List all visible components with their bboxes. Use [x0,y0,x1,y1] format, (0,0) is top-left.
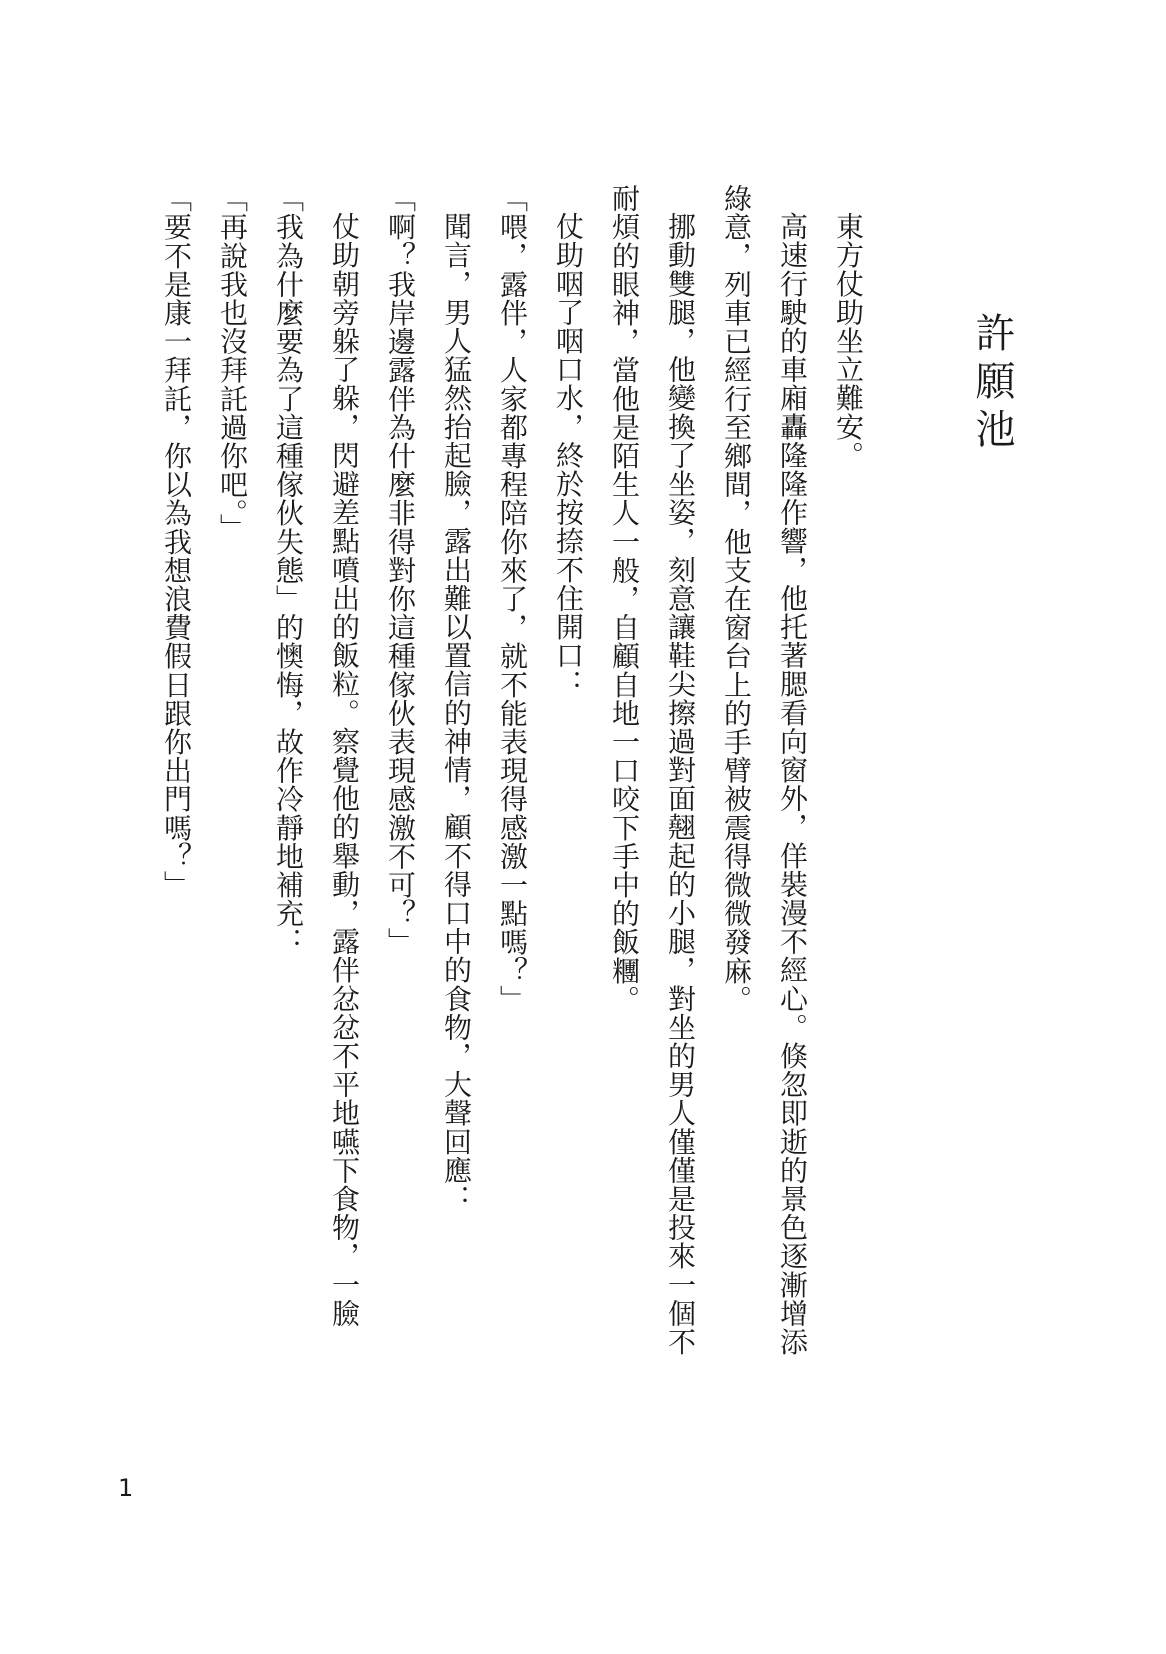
paragraph: 東方仗助坐立難安。 [832,212,865,470]
paragraph: 仗助咽了咽口水，終於按捺不住開口： [552,212,585,699]
paragraph: 聞言，男人猛然抬起臉，露出難以置信的神情，顧不得口中的食物，大聲回應： [440,212,473,1213]
paragraph-dialogue: 「再說我也沒拜託過你吧。」 [216,184,249,542]
page-number: 1 [118,1474,134,1502]
paragraph: 仗助朝旁躲了躲，閃避差點噴出的飯粒。察覺他的舉動，露伴忿忿不平地嚥下食物，一臉「我為什麼要為了這種傢伙失態」的懊悔，故作冷靜地補充： [272,184,361,1328]
paragraph: 挪動雙腿，他變換了坐姿，刻意讓鞋尖擦過對面翹起的小腿，對坐的男人僅僅是投來一個不耐煩的眼神，當他是陌生人一般，自顧自地一口咬下手中的飯糰。 [608,184,697,1356]
paragraph-dialogue: 「要不是康一拜託，你以為我想浪費假日跟你出門嗎？」 [160,184,193,899]
page-title: 許願池 [969,312,1015,456]
body-text [148,184,876,1380]
paragraph: 高速行駛的車廂轟隆隆作響，他托著腮看向窗外，佯裝漫不經心。倏忽即逝的景色逐漸增添綠意，列車已經行至鄉間，他支在窗台上的手臂被震得微微發麻。 [720,184,809,1356]
paragraph-dialogue: 「啊？我岸邊露伴為什麼非得對你這種傢伙表現感激不可？」 [384,184,417,957]
paragraph-dialogue: 「喂，露伴，人家都專程陪你來了，就不能表現得感激一點嗎？」 [496,184,529,1014]
